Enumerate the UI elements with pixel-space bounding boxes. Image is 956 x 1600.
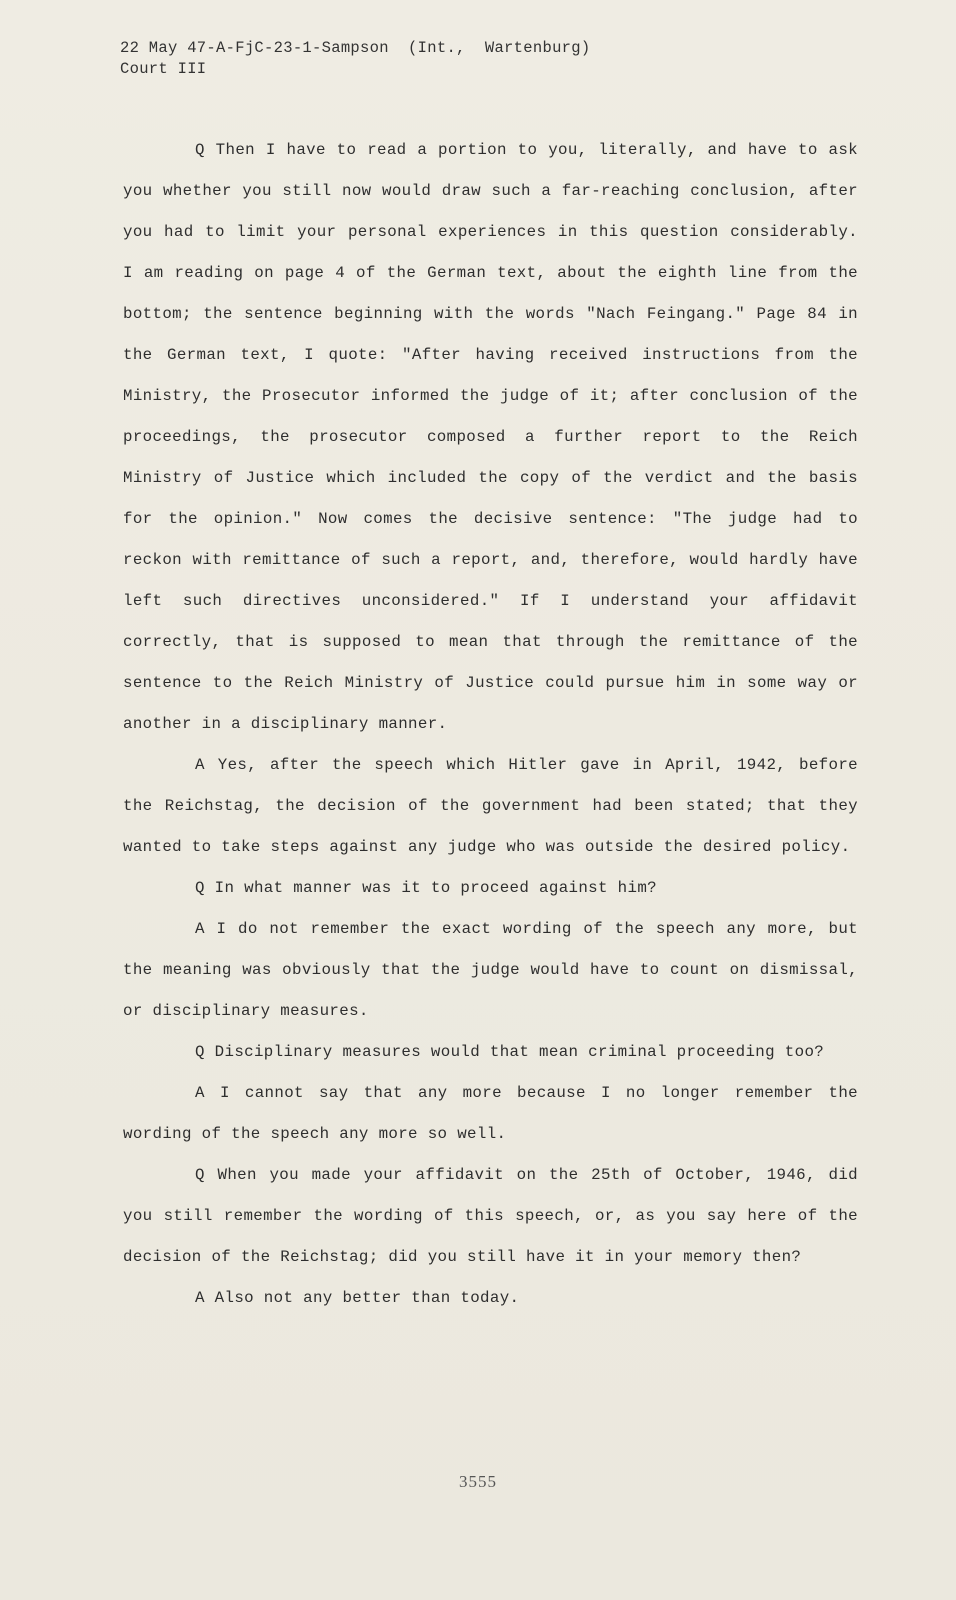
answer-paragraph: A Yes, after the speech which Hitler gave in April, 1942, before the Reichstag, the decision of the government had been stated; that they wanted to take steps against any judge who was outside the desired policy. xyxy=(123,756,858,856)
page-number: 3555 xyxy=(459,1472,497,1491)
question-paragraph: Q Disciplinary measures would that mean criminal proceeding too? xyxy=(195,1043,825,1061)
document-header xyxy=(120,38,590,80)
answer-paragraph: A I cannot say that any more because I no longer remember the wording of the speech any more so well. xyxy=(123,1084,858,1143)
answer-paragraph: A Also not any better than today. xyxy=(195,1289,520,1307)
transcript-body xyxy=(123,130,858,1319)
answer-paragraph: A I do not remember the exact wording of the speech any more, but the meaning was obviously that the judge would have to count on dismissal, or disciplinary measures. xyxy=(123,920,858,1020)
header-line-1: 22 May 47-A-FjC-23-1-Sampson (Int., Wartenburg) xyxy=(120,39,591,57)
question-paragraph: Q When you made your affidavit on the 25th of October, 1946, did you still remember the wording of this speech, or, as you say here of the decision of the Reichstag; did you still have it in your memory then? xyxy=(123,1166,858,1266)
question-paragraph: Q In what manner was it to proceed against him? xyxy=(195,879,657,897)
header-line-2: Court III xyxy=(120,60,207,78)
question-paragraph: Q Then I have to read a portion to you, literally, and have to ask you whether you still now would draw such a far-reaching conclusion, after you had to limit your personal experiences in this question considerably. I am reading on page 4 of the German text, about the eighth line from the bottom; the sentence beginning with the words "Nach Feingang." Page 84 in the German text, I quote: "After having received instructions from the Ministry, the Prosecutor informed the judge of it; after conclusion of the proceedings, the prosecutor composed a further report to the Reich Ministry of Justice which included the copy of the verdict and the basis for the opinion." Now comes the decisive sentence: "The judge had to reckon with remittance of such a report, and, therefore, would hardly have left such directives unconsidered." If I understand your affidavit correctly, that is supposed to mean that through the remittance of the sentence to the Reich Ministry of Justice could pursue him in some way or another in a disciplinary manner. xyxy=(123,141,858,733)
